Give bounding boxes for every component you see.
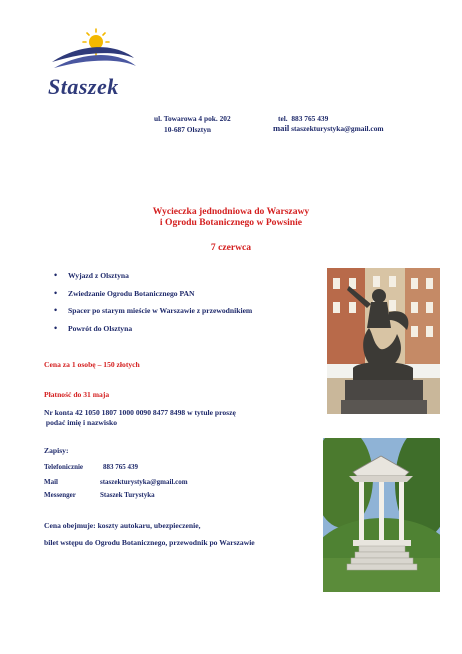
list-item: • Spacer po starym mieście w Warszawie z przewodnikiem xyxy=(44,306,252,324)
account-line2: podać imię i nazwisko xyxy=(44,418,117,427)
trip-title-line1: Wycieczka jednodniowa do Warszawy xyxy=(152,206,310,217)
signup-phone-label: Telefonicznie xyxy=(44,463,84,471)
signup-email[interactable]: staszekturystyka@gmail.com xyxy=(100,478,188,486)
payment-deadline: Płatność do 31 maja xyxy=(44,390,110,399)
mail-label: mail xyxy=(273,123,290,133)
botanical-garden-pavilion-photo xyxy=(323,438,440,592)
signup-mail-label: Mail xyxy=(44,478,58,486)
account-line1: Nr konta 42 1050 1807 1000 0090 8477 8498 w tytule proszę xyxy=(44,408,236,417)
signup-phone: 883 765 439 xyxy=(103,463,138,471)
price: Cena za 1 osobę – 150 złotych xyxy=(44,360,140,369)
signup-heading: Zapisy: xyxy=(44,446,69,455)
list-item: • Zwiedzanie Ogrodu Botanicznego PAN xyxy=(44,289,252,307)
phone-label: tel. xyxy=(278,114,288,123)
list-item: • Powrót do Olsztyna xyxy=(44,324,252,342)
address-line2: 10-687 Olsztyn xyxy=(164,125,212,134)
warsaw-mermaid-photo xyxy=(327,268,440,414)
address-line1: ul. Towarowa 4 pok. 202 xyxy=(154,114,231,123)
signup-messenger[interactable]: Staszek Turystyka xyxy=(100,491,155,499)
includes-line1: Cena obejmuje: koszty autokaru, ubezpieczenie, xyxy=(44,521,201,530)
mail-header xyxy=(273,123,384,133)
list-item: • Wyjazd z Olsztyna xyxy=(44,271,252,289)
signup-messenger-label: Messenger xyxy=(44,491,76,499)
brand-name: Staszek xyxy=(48,74,119,99)
includes-line2: bilet wstępu do Ogrodu Botanicznego, przewodnik po Warszawie xyxy=(44,538,255,547)
phone-number: 883 765 439 xyxy=(291,114,329,123)
program-list xyxy=(44,271,252,341)
road-swoosh-icon xyxy=(52,47,136,68)
phone-header xyxy=(278,114,328,123)
trip-title-line2: i Ogrodu Botanicznego w Powsinie xyxy=(159,217,303,228)
email-link[interactable]: staszekturystyka@gmail.com xyxy=(291,124,384,133)
trip-date: 7 czerwca xyxy=(210,242,252,253)
